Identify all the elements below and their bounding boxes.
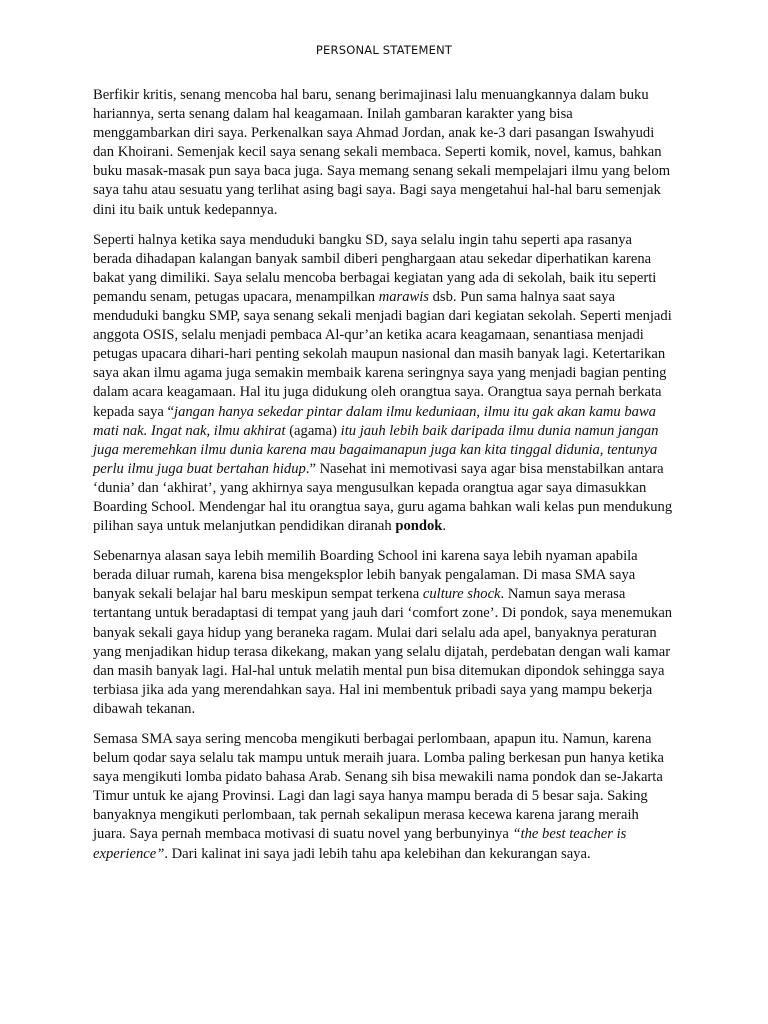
paragraph-text: Sebenarnya alasan saya lebih memilih Boarding School ini karena saya lebih nyaman apabila berada diluar rumah, karena bisa mengeksplor lebih banyak pengalaman. Di masa SMA saya banyak sekali belajar hal baru meskipun sempat terkena — [93, 548, 638, 603]
bold-term: pondok — [395, 518, 443, 535]
paragraph-text: dsb. Pun sama halnya saat saya menduduki bangku SMP, saya senang sekali menjadi bagian dari kegiatan sekolah. Seperti menjadi anggota OSIS, selalu menjadi pembaca Al-qur’an ketika acara keagamaan, senantiasa menjadi petugas upacara dihari-hari penting sekolah maupun nasional dan masih banyak lagi. Ketertarikan saya akan ilmu agama juga semakin membaik karena seringnya saya yang menjadi bagian penting dalam acara keagamaan. Hal itu juga didukung oleh orangtua saya. Orangtua saya pernah berkata kepada saya “ — [93, 288, 672, 420]
italic-quote: “the best teacher is experience” — [93, 826, 627, 862]
body-text — [93, 86, 673, 875]
italic-term: culture shock — [422, 586, 501, 603]
paragraph-text: (agama) — [285, 422, 341, 439]
italic-term: marawis — [378, 288, 429, 305]
paragraph-text: .” Nasehat ini memotivasi saya agar bisa menstabilkan antara ‘dunia’ dan ‘akhirat’, yang akhirnya saya mengusulkan kepada orangtua agar saya dimasukkan Boarding School. Mendengar hal itu orangtua saya, guru agama bahkan wali kelas pun mendukung pilihan saya untuk melanjutkan pendidikan diranah — [93, 460, 673, 535]
paragraph-3 — [93, 547, 673, 719]
paragraph-text: . — [442, 518, 447, 535]
paragraph-text: Semasa SMA saya sering mencoba mengikuti berbagai perlombaan, apapun itu. Namun, karena belum qodar saya selalu tak mampu untuk meraih juara. Lomba paling berkesan pun hanya ketika saya mengikuti lomba pidato bahasa Arab. Senang sih bisa mewakili nama pondok dan se-Jakarta Timur untuk ke ajang Provinsi. Lagi dan lagi saya hanya mampu berada di 5 besar saja. Saking banyaknya mengikuti perlombaan, tak pernah sekalipun merasa kecewa karena jarang meraih juara. Saya pernah membaca motivasi di suatu novel yang berbunyinya — [93, 731, 665, 843]
paragraph-text: Seperti halnya ketika saya menduduki bangku SD, saya selalu ingin tahu seperti apa rasanya berada dihadapan kalangan banyak sambil diberi penghargaan atau sekedar diperhatikan karena bakat yang dimiliki. Saya selalu mencoba berbagai kegiatan yang ada di sekolah, baik itu seperti pemandu senam, petugas upacara, menampilkan — [93, 231, 657, 305]
paragraph-text: . Namun saya merasa tertantang untuk beradaptasi di tempat yang jauh dari ‘comfort zone’. Di pondok, saya menemukan banyak sekali gaya hidup yang beraneka ragam. Mulai dari selalu ada apel, banyaknya peraturan yang menjadikan hidup terasa dikekang, makan yang selalu dijatah, perdebatan dengan wali kamar dan masih banyak lagi. Hal-hal untuk melatih mental pun bisa ditemukan dipondok sehingga saya terbiasa jika ada yang merendahkan saya. Hal ini membentuk pribadi saya yang mampu bekerja dibawah tekanan. — [93, 586, 673, 717]
paragraph-text: Berfikir kritis, senang mencoba hal baru, senang berimajinasi lalu menuangkannya dalam buku hariannya, serta senang dalam hal keagamaan. Inilah gambaran karakter yang bisa menggambarkan diri saya. Perkenalkan saya Ahmad Jordan, anak ke-3 dari pasangan Iswahyudi dan Khoirani. Semenjak kecil saya senang sekali membaca. Seperti komik, novel, kamus, bahkan buku masak-masak pun saya baca juga. Saya memang senang sekali mempelajari ilmu yang belom saya tahu atau sesuatu yang terlihat asing bagi saya. Bagi saya mengetahui hal-hal baru semenjak dini itu baik untuk kedepannya. — [93, 87, 671, 218]
paragraph-1 — [93, 86, 673, 220]
italic-quote: jangan hanya sekedar pintar dalam ilmu keduniaan, ilmu itu gak akan kamu bawa mati nak. Ingat nak, ilmu akhirat — [93, 403, 656, 439]
italic-quote: itu jauh lebih baik daripada ilmu dunia namun jangan juga meremehkan ilmu dunia karena mau bagaimanapun juga kan kita tinggal didunia, tentunya perlu ilmu juga buat bertahan hidup — [93, 422, 659, 477]
page-title: PERSONAL STATEMENT — [315, 43, 453, 57]
paragraph-4 — [93, 730, 673, 864]
paragraph-text: . Dari kalinat ini saya jadi lebih tahu apa kelebihan dan kekurangan saya. — [164, 845, 591, 862]
paragraph-2 — [93, 231, 673, 537]
